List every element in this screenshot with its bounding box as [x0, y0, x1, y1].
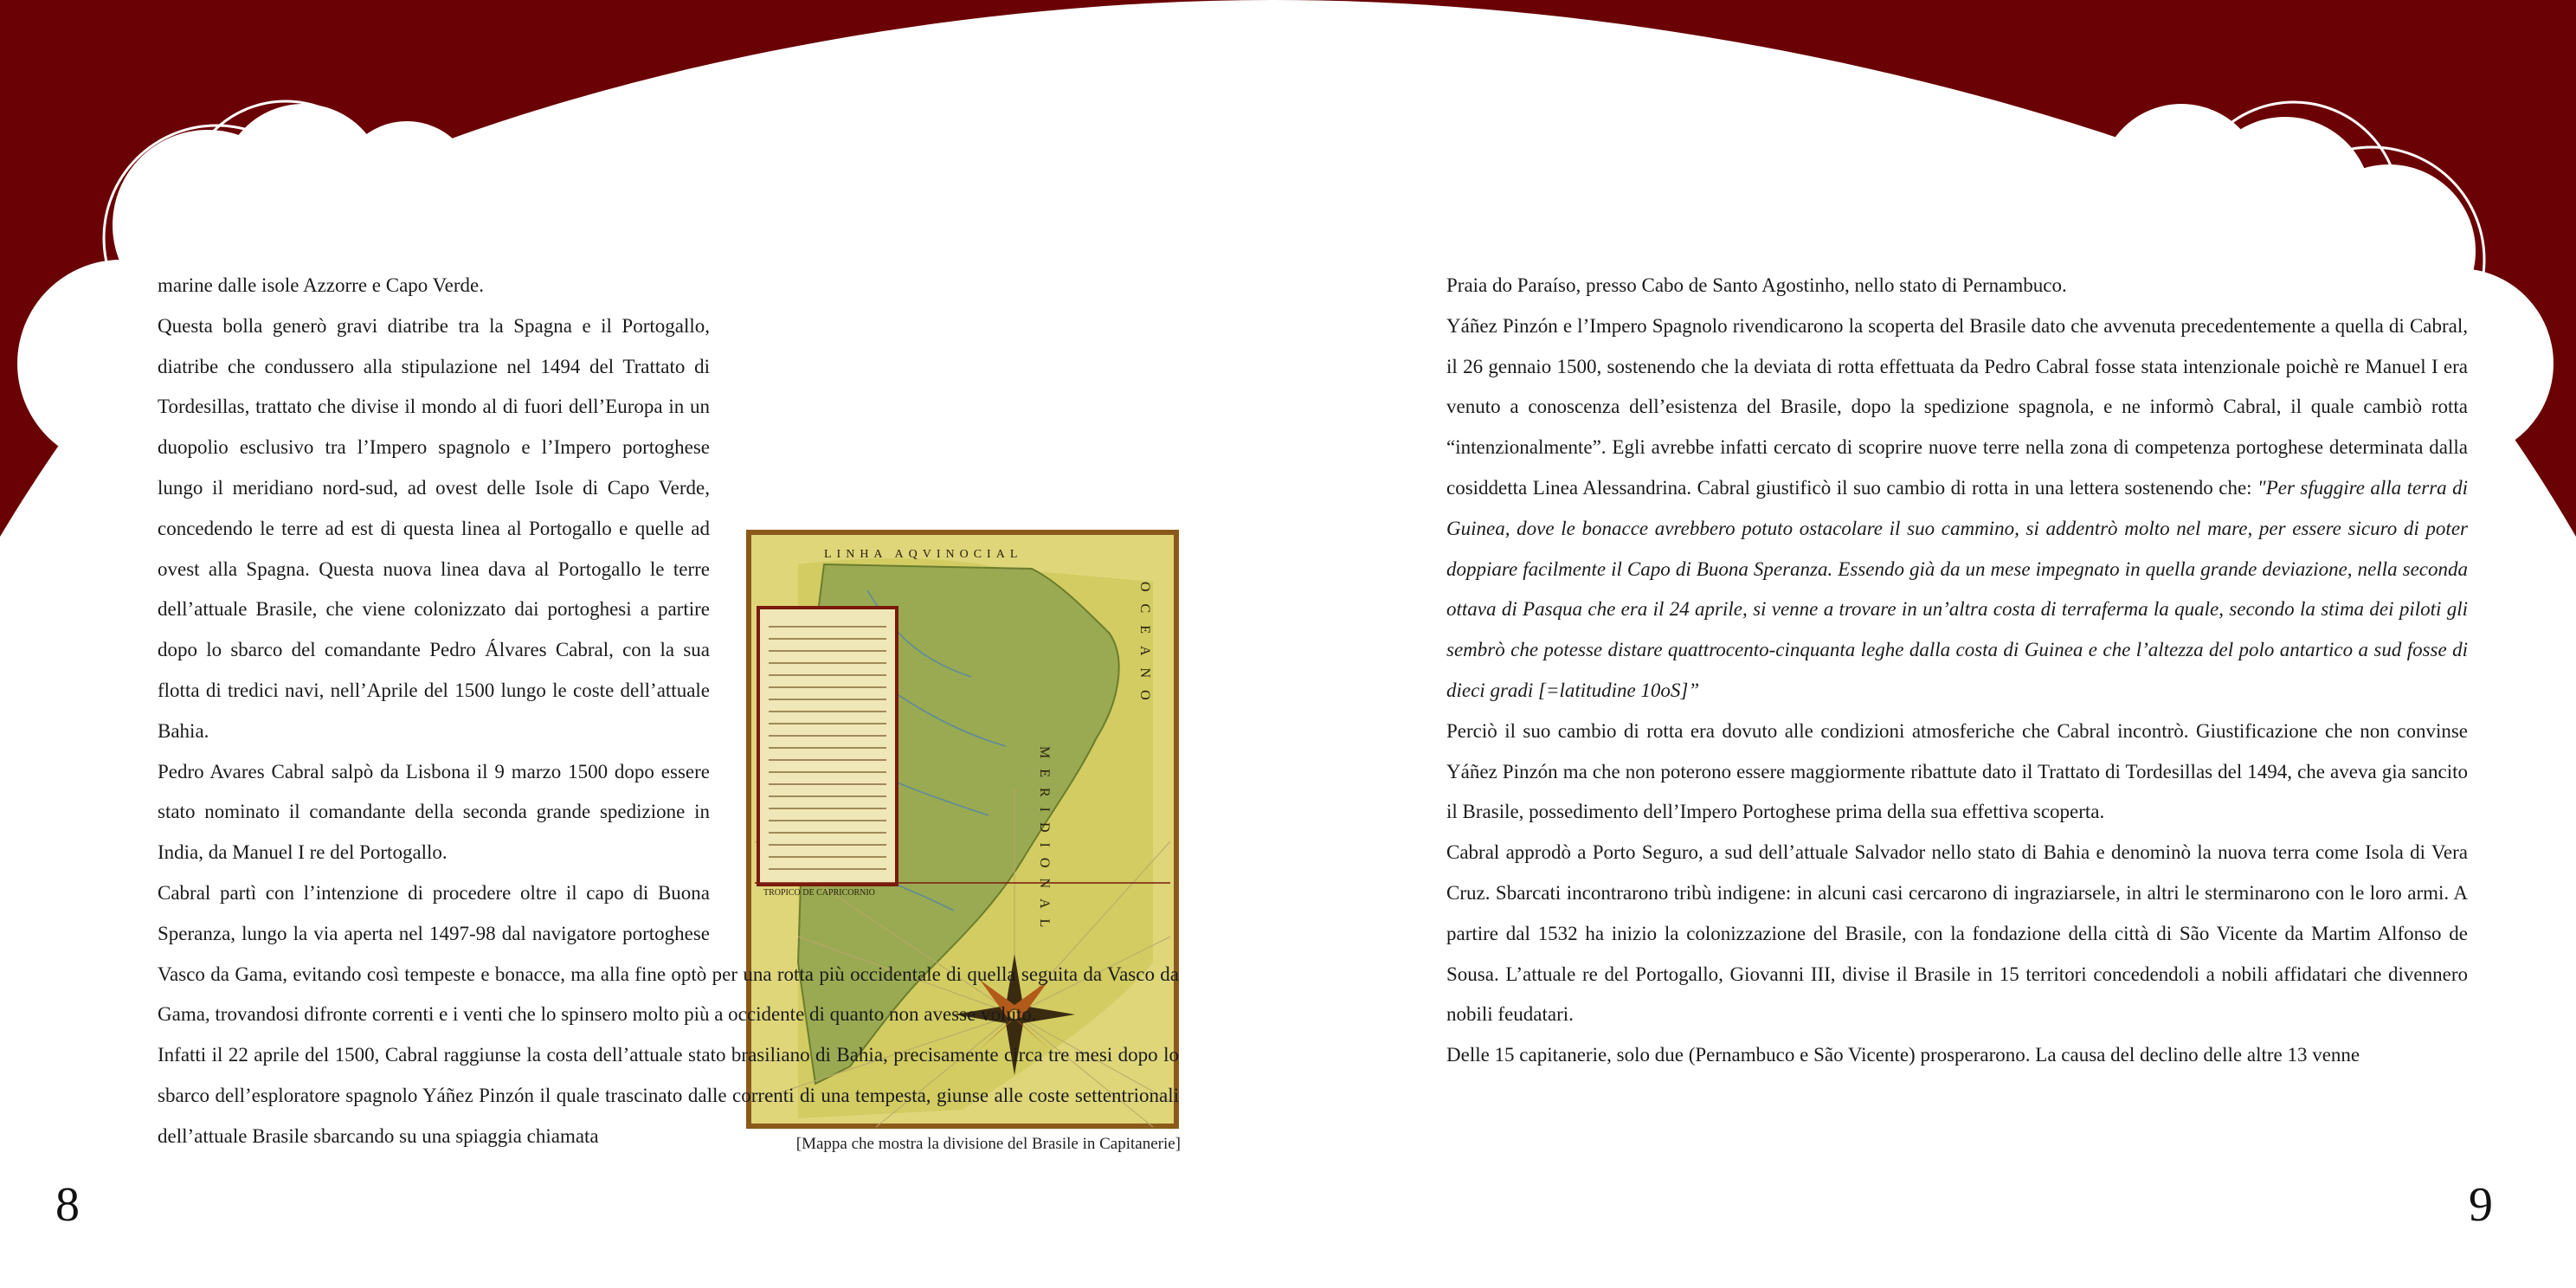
paragraph: Praia do Paraíso, presso Cabo de Santo Agostinho, nello stato di Pernambuco.: [1446, 274, 2067, 296]
paragraph: Questa bolla generò gravi diatribe tra la Spagna e il Portogallo, diatribe che condussero alla stipulazione nel 1494 del Trattato di Tordesillas, trattato che divise il mondo al di fuori dell’Europa in un duopolio esclusivo tra l’Impero spagnolo e l’Impero portoghese lungo il meridiano nord-sud, ad ovest delle Isole di Capo Verde, concedendo le terre ad est di questa linea al Portogallo e quelle ad ovest alla Spagna. Questa nuova linea dava al Portogallo le terre dell’attuale Brasile, che viene colonizzato dai portoghesi a partire dopo lo sbarco del comandante Pedro Álvares Cabral, con la sua flotta di tredici navi, nell’Aprile del 1500 lungo le coste dell’attuale Bahia.: [158, 314, 710, 742]
map-label-ocean: OCEANO: [1137, 582, 1152, 712]
cabral-quote: "Per sfuggire alla terra di Guinea, dove le bonacce avrebbero potuto ostacolare il suo cammino, si addentrò molto nel mare, per essere sicuro di poter doppiare facilmente il Capo di Buona Speranza. Essendo già da un mese impegnato in quella grande deviazione, nella seconda ottava di Pasqua che era il 24 aprile, si venne a trovare in un’altra costa di terraferma la quale, secondo la stima dei piloti gli sembrò che potesse distare quattrocento-cinquanta leghe dalla costa di Guinea e che l’altezza del polo antartico a sud fosse di dieci gradi [=latitudine 10oS]”: [1446, 476, 2469, 701]
paragraph: Cabral approdò a Porto Seguro, a sud dell’attuale Salvador nello stato di Bahia e denominò la nuova terra come Isola di Vera Cruz. Sbarcati incontrarono tribù indigene: in alcuni casi cercarono di ingraziarsele, in altri le sterminarono con le loro armi. A partire dal 1532 ha inizio la colonizzazione del Brasile, con la fondazione della città di São Vicente da Martim Alfonso de Sousa. L’attuale re del Portogallo, Giovanni III, divise il Brasile in 15 territori concedendoli a nobili affidatari che divennero nobili feudatari.: [1446, 841, 2468, 1026]
paragraph: Pedro Avares Cabral salpò da Lisbona il 9 marzo 1500 dopo essere stato nominato il comandante della seconda grande spedizione in India, da Manuel I re del Portogallo.: [158, 760, 710, 864]
page-number-left: 8: [55, 1178, 80, 1232]
paragraph: [1446, 306, 2468, 712]
map-label-meridional: MERIDIONAL: [1037, 746, 1052, 938]
map-label-tropic: TROPICO DE CAPRICORNIO: [763, 888, 875, 898]
map-caption: [Mappa che mostra la divisione del Brasile in Capitanerie]: [795, 1135, 1181, 1153]
paragraph: marine dalle isole Azzorre e Capo Verde.: [158, 274, 485, 296]
left-page-text: [158, 266, 1179, 1157]
paragraph-text: Yáñez Pinzón e l’Impero Spagnolo rivendicarono la scoperta del Brasile dato che avvenuta precedentemente a quella di Cabral, il 26 gennaio 1500, sostenendo che la deviata di rotta effettuata da Pedro Cabral fosse stata intenzionale poichè re Manuel I era venuto a conoscenza dell’esistenza del Brasile, dopo la spedizione spagnola, e ne informò Cabral, il quale cambiò rotta “intenzionalmente”. Egli avrebbe infatti cercato di scoprire nuove terre nella zona di competenza portoghese determinata dalla cosiddetta Linea Alessandrina. Cabral giustificò il suo cambio di rotta in una lettera sostenendo che:: [1446, 314, 2468, 499]
right-page-text: [1446, 266, 2468, 1076]
map-float-space: [729, 306, 1179, 947]
paragraph: Cabral partì con l’intenzione di procedere oltre il capo di Buona Speranza, lungo la via aperta nel 1497-98 dal navigatore portoghese Vasco da Gama, evitando così tempeste e bonacce, ma alla fine optò per una rotta più occidentale di quella seguita da Vasco da Gama, trovandosi difronte correnti e i venti che lo spinsero molto più a occidente di quanto non avesse voluto.: [158, 881, 1179, 1026]
map-label-equator: LINHA AQVINOCIAL: [824, 548, 1023, 561]
paragraph: Infatti il 22 aprile del 1500, Cabral raggiunse la costa dell’attuale stato brasiliano di Bahia, precisamente circa tre mesi dopo lo sbarco dell’esploratore spagnolo Yáñez Pinzón il quale trascinato dalle correnti di una tempesta, giunse alle coste settentrionali dell’attuale Brasile sbarcando su una spiaggia chiamata: [158, 1044, 1179, 1147]
paragraph: Perciò il suo cambio di rotta era dovuto alle condizioni atmosferiche che Cabral incontrò. Giustificazione che non convinse Yáñez Pinzón ma che non poterono essere maggiormente ribattute dato il Trattato di Tordesillas del 1494, che aveva gia sancito il Brasile, possedimento dell’Impero Portoghese prima della sua effettiva scoperta.: [1446, 719, 2468, 823]
page-number-right: 9: [2469, 1178, 2493, 1232]
paragraph: Delle 15 capitanerie, solo due (Pernambuco e São Vicente) prosperarono. La causa del declino delle altre 13 venne: [1446, 1044, 2360, 1066]
